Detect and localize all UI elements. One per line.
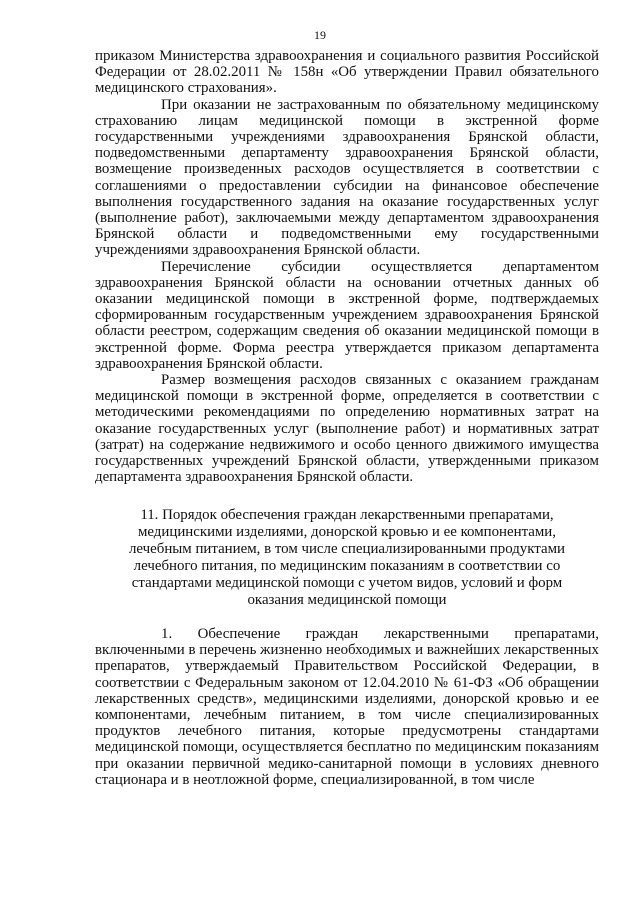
page-number: 19 (314, 28, 326, 42)
document-body (95, 48, 599, 788)
spacer (95, 609, 599, 626)
section-heading: 11. Порядок обеспечения граждан лекарственными препаратами, медицинскими изделиями, донорской кровью и ее компонентами, лечебным питанием, в том числе специализированными продуктами лечебного питания, по медицинским показаниям в соответствии со стандартами медицинской помощи с учетом видов, условий и форм оказания медицинской помощи (128, 507, 565, 609)
paragraph-reimbursement-amount: Размер возмещения расходов связанных с оказанием гражданам медицинской помощи в экстренной форме, определяется в соответствии с методическими рекомендациями по определению нормативных затрат на оказание государственных услуг (выполнение работ) и нормативных затрат (затрат) на содержание недвижимого и особо ценного движимого имущества государственных учреждений Брянской области, утвержденными приказом департамента здравоохранения Брянской области. (95, 372, 599, 486)
paragraph-medication-provision: 1. Обеспечение граждан лекарственными препаратами, включенными в перечень жизненно необходимых и важнейших лекарственных препаратов, утверждаемый Правительством Российской Федерации, в соответствии с Федеральным законом от 12.04.2010 № 61-ФЗ «Об обращении лекарственных средств», медицинскими изделиями, донорской кровью и ее компонентами, лечебным питанием, в том числе специализированных продуктов лечебного питания, которые предусмотрены стандартами медицинской помощи, осуществляется бесплатно по медицинским показаниям при оказании первичной медико-санитарной помощи в условиях дневного стационара и в неотложной форме, специализированной, в том числе (95, 625, 599, 788)
paragraph-subsidy-transfer: Перечисление субсидии осуществляется департаментом здравоохранения Брянской области на основании отчетных данных об оказании медицинской помощи в экстренной форме, подтверждаемых сформированным государственным учреждением здравоохранения Брянской области реестром, содержащим сведения об оказании медицинской помощи в экстренной форме. Форма реестра утверждается приказом департамента здравоохранения Брянской области. (95, 258, 599, 372)
paragraph-uninsured-emergency-care: При оказании не застрахованным по обязательному медицинскому страхованию лицам медицинской помощи в экстренной форме государственными учреждениями здравоохранения Брянской области, подведомственными департаменту здравоохранения Брянской области, возмещение произведенных расходов осуществляется в соответствии с соглашениями о предоставлении субсидии на финансовое обеспечение выполнения государственного задания на оказание государственных услуг (выполнение работ), заключаемыми между департаментом здравоохранения Брянской области и подведомственными ему государственными учреждениями здравоохранения Брянской области. (95, 96, 599, 259)
spacer (95, 485, 599, 507)
paragraph-continuation: приказом Министерства здравоохранения и социального развития Российской Федерации от 28.02.2011 № 158н «Об утверждении Правил обязательного медицинского страхования». (95, 48, 599, 97)
